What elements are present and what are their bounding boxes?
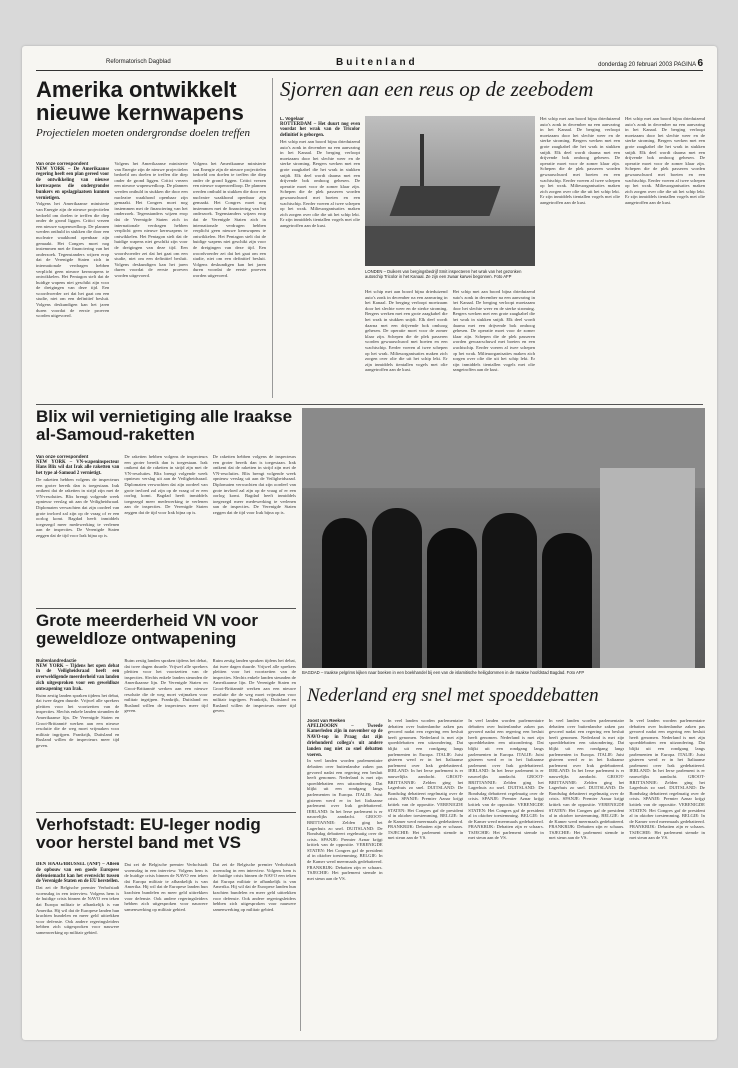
body-text: De raketten hebben volgens de inspecteurs een groter bereik dan is toegestaan. Irak ontkent dat de raketten in strijd zijn met de VN-resoluties. Blix brengt volgende week opnieuw verslag uit aan de Veiligheidsraad. Diplomaten verwachten dat zijn oordeel van grote invloed zal zijn op de vraag of er een oorlog komt. Bagdad heeft inmiddels toegezegd meer medewerking te verlenen aan de inspecties. De Verenigde Staten zeggen dat de tijd voor Irak bijna op is. [36, 476, 120, 538]
article-spoeddebatten [307, 686, 705, 706]
lead-text: NEW YORK – VN-wapeninspecteur Hans Blix wil dat Irak alle raketten van het type al-Samoud 2 vernietigt. [36, 459, 120, 477]
article-kernwapens [36, 78, 266, 140]
article-kernwapens-body [36, 161, 266, 401]
body-text-col2: De raketten hebben volgens de inspecteurs een groter bereik dan is toegestaan. Irak ontkent dat de raketten in strijd zijn met de VN-resoluties. Blix brengt volgende week opnieuw verslag uit aan de Veiligheidsraad. Diplomaten verwachten dat zijn oordeel van grote invloed zal zijn op de vraag of er een oorlog komt. Bagdad heeft inmiddels toegezegd meer medewerking te verlenen aan de inspecties. De Verenigde Staten zeggen dat de tijd voor Irak bijna op is. [124, 454, 208, 515]
body-text-col2: Volgens het Amerikaanse ministerie van Energie zijn de nieuwe projectielen bedoeld om doelen te treffen die diep onder de grond liggen. Critici vrezen een nieuwe wapenwedloop. De plannen werden onthuld in stukken die door een nucleaire waakhond openbaar zijn gemaakt. Het Congres moet nog instemmen met de financiering van het onderzoek. Tegenstanders wijzen erop dat de Verenigde Staten zich in internationale verdragen hebben verplicht geen nieuwe kernwapens te ontwikkelen. Het Pentagon stelt dat de huidige wapens niet geschikt zijn voor de dreigingen van deze tijd. Een woordvoerder zei dat het gaat om een studie, niet om een definitief besluit. Volgens deskundigen kan het jaren duren voordat de eerste proeven worden uitgevoerd. [114, 161, 188, 278]
article-verhofstadt [36, 816, 296, 852]
byline: L. Vogelaar [280, 116, 304, 121]
article-tricolor-col23 [365, 289, 535, 397]
headline: Verhofstadt: EU-leger nodig voor herstel band met VS [36, 815, 261, 852]
lead-text: ROTTERDAM – Het duurt nog even voordat het wrak van de Tricolor definitief is geborgen. [280, 121, 360, 139]
body-text: In veel landen worden parlementaire debatten over buitenlandse zaken pas gevoerd nadat een regering een besluit heeft genomen. Nederland is met zijn spoeddebatten een uitzondering. Dat blijkt uit een rondgang langs parlementen in Europa. ITALIE: Juist gisteren werd er in het Italiaanse parlement over Irak gedebatteerd. IERLAND: In het Ierse parlement is er nauwelijks aandacht. GROOT-BRITTANNIE: Zelden ging het Lagerhuis zo snel. DUITSLAND: De Bondsdag debatteert regelmatig over de crisis. SPANJE: Premier Aznar krijgt kritiek van de oppositie. VERENIGDE STATEN: Het Congres gaf de president al in oktober toestemming. BELGIE: In de Kamer werd meermaals gedebatteerd. FRANKRIJK: Debatten zijn er schaars. TSJECHIE: Het parlement stemde in met steun aan de VS. [307, 758, 383, 881]
body-text-col3: De raketten hebben volgens de inspecteurs een groter bereik dan is toegestaan. Irak ontkent dat de raketten in strijd zijn met de VN-resoluties. Blix brengt volgende week opnieuw verslag uit aan de Veiligheidsraad. Diplomaten verwachten dat zijn oordeel van grote invloed zal zijn op de vraag of er een oorlog komt. Bagdad heeft inmiddels toegezegd meer medewerking te verlenen aan de inspecties. De Verenigde Staten zeggen dat de tijd voor Irak bijna op is. [212, 454, 296, 515]
page-header [36, 56, 703, 71]
body-text-col4: Het schip met aan boord bijna drieduizend auto's zonk in december na een aanvaring in het Kanaal. De berging verloopt moeizaam door het slechte weer en de sterke stroming. Bergers werken met een grote zaagkabel die het wrak in stukken snijdt. Elk deel wordt daarna met een drijvende bok omhoog gehesen. De operatie moet voor de zomer klaar zijn. Schepen die de plek passeren worden gewaarschuwd met boeien en een wachtschip. Eerder voeren al twee schepen op het wrak. Milieuorganisaties maken zich zorgen over olie die uit het schip lekt. Er zijn inmiddels tientallen vogels met olie aangetroffen aan de kust. [540, 116, 620, 205]
newspaper-page [22, 46, 717, 1040]
lead-text: NEW YORK – Tijdens het open debat in de Veiligheidsraad heeft een overweldigende meerderheid van landen zich uitgesproken voor een geweldloze ontwapening van Irak. [36, 663, 120, 692]
photo-caption: LONDEN – Duikers van bergingsbedrijf Smit inspecteren het wrak van het gezonken autoschip Tricolor in het Kanaal. Ze zijn een zwaar karwei begonnen. Foto AFP [365, 269, 522, 279]
headline: Amerika ontwikkelt nieuwe kernwapens [36, 77, 244, 126]
body-text-col3: In veel landen worden parlementaire debatten over buitenlandse zaken pas gevoerd nadat een regering een besluit heeft genomen. Nederland is met zijn spoeddebatten een uitzondering. Dat blijkt uit een rondgang langs parlementen in Europa. ITALIE: Juist gisteren werd er in het Italiaanse parlement over Irak gedebatteerd. IERLAND: In het Ierse parlement is er nauwelijks aandacht. GROOT-BRITTANNIE: Zelden ging het Lagerhuis zo snel. DUITSLAND: De Bondsdag debatteert regelmatig over de crisis. SPANJE: Premier Aznar krijgt kritiek van de oppositie. VERENIGDE STATEN: Het Congres gaf de president al in oktober toestemming. BELGIE: In de Kamer werd meermaals gedebatteerd. FRANKRIJK: Debatten zijn er schaars. TSJECHIE: Het parlement stemde in met steun aan de VS. [468, 718, 544, 841]
article-blix-body [36, 454, 296, 604]
page-number: 6 [697, 58, 703, 69]
byline: Van onze correspondent [36, 454, 89, 459]
article-blix [36, 408, 296, 444]
body-text-col2: In veel landen worden parlementaire debatten over buitenlandse zaken pas gevoerd nadat een regering een besluit heeft genomen. Nederland is met zijn spoeddebatten een uitzondering. Dat blijkt uit een rondgang langs parlementen in Europa. ITALIE: Juist gisteren werd er in het Italiaanse parlement over Irak gedebatteerd. IERLAND: In het Ierse parlement is er nauwelijks aandacht. GROOT-BRITTANNIE: Zelden ging het Lagerhuis zo snel. DUITSLAND: De Bondsdag debatteert regelmatig over de crisis. SPANJE: Premier Aznar krijgt kritiek van de oppositie. VERENIGDE STATEN: Het Congres gaf de president al in oktober toestemming. BELGIE: In de Kamer werd meermaals gedebatteerd. FRANKRIJK: Debatten zijn er schaars. TSJECHIE: Het parlement stemde in met steun aan de VS. [387, 718, 464, 841]
lead-text: DEN HAAG/BRUSSEL (ANP) – Alleen de opbouw van een goede Europese defensiemacht kan het evenwicht tussen de Verenigde Staten en de EU herstellen. [36, 862, 120, 885]
body-text-col2: Dat zei de Belgische premier Verhofstadt woensdag in een interview. Volgens hem is de huidige crisis binnen de NAVO een teken dat Europa militair te afhankelijk is van Amerika. Hij wil dat de Europese landen hun krachten bundelen en meer geld uittrekken voor defensie. Ook andere regeringsleiders hebben zich uitgesproken voor nauwere samenwerking op militair gebied. [124, 862, 208, 912]
body-text: Het schip met aan boord bijna drieduizend auto's zonk in december na een aanvaring in het Kanaal. De berging verloopt moeizaam door het slechte weer en de sterke stroming. Bergers werken met een grote zaagkabel die het wrak in stukken snijdt. Elk deel wordt daarna met een drijvende bok omhoog gehesen. De operatie moet voor de zomer klaar zijn. Schepen die de plek passeren worden gewaarschuwd met boeien en een wachtschip. Eerder voeren al twee schepen op het wrak. Milieuorganisaties maken zich zorgen over olie die uit het schip lekt. Er zijn inmiddels tientallen vogels met olie aangetroffen aan de kust. [280, 138, 360, 228]
headline: Blix wil vernietiging alle Iraakse al-Samoud-raketten [36, 407, 293, 444]
body-text-col3: Dat zei de Belgische premier Verhofstadt woensdag in een interview. Volgens hem is de huidige crisis binnen de NAVO een teken dat Europa militair te afhankelijk is van Amerika. Hij wil dat de Europese landen hun krachten bundelen en meer geld uittrekken voor defensie. Ook andere regeringsleiders hebben zich uitgesproken voor nauwere samenwerking op militair gebied. [212, 862, 296, 912]
subheadline: Projectielen moeten ondergrondse doelen treffen [36, 127, 251, 140]
photo-tricolor-wreck [365, 116, 535, 266]
article-tricolor-col1 [280, 116, 360, 396]
article-spoeddebatten-body [307, 718, 705, 1030]
byline: Van onze correspondent [36, 161, 89, 166]
body-text-col2: Ruim zestig landen spraken tijdens het debat, dat twee dagen duurde. Vrijwel alle sprekers pleitten voor het voortzetten van de inspecties. Slechts enkele landen steunden de Amerikaanse lijn. De Verenigde Staten en Groot-Brittannië werken aan een nieuwe resolutie die de weg moet vrijmaken voor militair ingrijpen. Frankrijk, Duitsland en Rusland willen de inspecteurs meer tijd geven. [124, 658, 208, 714]
photo-bagdad-bookshop [302, 408, 705, 668]
byline: Joost van Reeken [307, 718, 346, 723]
body-text-col5: Het schip met aan boord bijna drieduizend auto's zonk in december na een aanvaring in het Kanaal. De berging verloopt moeizaam door het slechte weer en de sterke stroming. Bergers werken met een grote zaagkabel die het wrak in stukken snijdt. Elk deel wordt daarna met een drijvende bok omhoog gehesen. De operatie moet voor de zomer klaar zijn. Schepen die de plek passeren worden gewaarschuwd met boeien en een wachtschip. Eerder voeren al twee schepen op het wrak. Milieuorganisaties maken zich zorgen over olie die uit het schip lekt. Er zijn inmiddels tientallen vogels met olie aangetroffen aan de kust. [625, 116, 705, 205]
photo-caption: BAGDAD – Iraakse pelgrims kijken naar boeken in een boekhandel bij een van de islamitische heiligdommen in de Iraakse hoofdstad Bagdad. Foto AFP [302, 670, 585, 675]
body-text-col4: In veel landen worden parlementaire debatten over buitenlandse zaken pas gevoerd nadat een regering een besluit heeft genomen. Nederland is met zijn spoeddebatten een uitzondering. Dat blijkt uit een rondgang langs parlementen in Europa. ITALIE: Juist gisteren werd er in het Italiaanse parlement over Irak gedebatteerd. IERLAND: In het Ierse parlement is er nauwelijks aandacht. GROOT-BRITTANNIE: Zelden ging het Lagerhuis zo snel. DUITSLAND: De Bondsdag debatteert regelmatig over de crisis. SPANJE: Premier Aznar krijgt kritiek van de oppositie. VERENIGDE STATEN: Het Congres gaf de president al in oktober toestemming. BELGIE: In de Kamer werd meermaals gedebatteerd. FRANKRIJK: Debatten zijn er schaars. TSJECHIE: Het parlement stemde in met steun aan de VS. [548, 718, 625, 841]
headline: Sjorren aan een reus op de zeebodem [280, 77, 594, 101]
headline: Nederland erg snel met spoeddebatten [307, 685, 599, 706]
article-vn-body [36, 658, 296, 808]
body-text-col5: In veel landen worden parlementaire debatten over buitenlandse zaken pas gevoerd nadat een regering een besluit heeft genomen. Nederland is met zijn spoeddebatten een uitzondering. Dat blijkt uit een rondgang langs parlementen in Europa. ITALIE: Juist gisteren werd er in het Italiaanse parlement over Irak gedebatteerd. IERLAND: In het Ierse parlement is er nauwelijks aandacht. GROOT-BRITTANNIE: Zelden ging het Lagerhuis zo snel. DUITSLAND: De Bondsdag debatteert regelmatig over de crisis. SPANJE: Premier Aznar krijgt kritiek van de oppositie. VERENIGDE STATEN: Het Congres gaf de president al in oktober toestemming. BELGIE: In de Kamer werd meermaals gedebatteerd. FRANKRIJK: Debatten zijn er schaars. TSJECHIE: Het parlement stemde in met steun aan de VS. [629, 718, 705, 841]
body-text: Ruim zestig landen spraken tijdens het debat, dat twee dagen duurde. Vrijwel alle sprekers pleitten voor het voortzetten van de inspecties. Slechts enkele landen steunden de Amerikaanse lijn. De Verenigde Staten en Groot-Brittannië werken aan een nieuwe resolutie die de weg moet vrijmaken voor militair ingrijpen. Frankrijk, Duitsland en Rusland willen de inspecteurs meer tijd geven. [36, 692, 120, 748]
lead-text: APELDOORN – Tweede Kamerleden zijn in november op de NAVO-top in Praag dat zijn driehonderd collega's uit andere landen nog niet zo snel debatten voeren. [307, 723, 383, 758]
lead-text: NEW YORK – De Amerikaanse regering heeft een plan gereed voor de ontwikkeling van nieuwe kernwapens die ondergrondse bunkers en opslagplaatsen kunnen vernietigen. [36, 166, 110, 201]
body-text-col3: Volgens het Amerikaanse ministerie van Energie zijn de nieuwe projectielen bedoeld om doelen te treffen die diep onder de grond liggen. Critici vrezen een nieuwe wapenwedloop. De plannen werden onthuld in stukken die door een nucleaire waakhond openbaar zijn gemaakt. Het Congres moet nog instemmen met de financiering van het onderzoek. Tegenstanders wijzen erop dat de Verenigde Staten zich in internationale verdragen hebben verplicht geen nieuwe kernwapens te ontwikkelen. Het Pentagon stelt dat de huidige wapens niet geschikt zijn voor de dreigingen van deze tijd. Een woordvoerder zei dat het gaat om een studie, niet om een definitief besluit. Volgens deskundigen kan het jaren duren voordat de eerste proeven worden uitgevoerd. [192, 161, 266, 278]
body-text-col2: Het schip met aan boord bijna drieduizend auto's zonk in december na een aanvaring in het Kanaal. De berging verloopt moeizaam door het slechte weer en de sterke stroming. Bergers werken met een grote zaagkabel die het wrak in stukken snijdt. Elk deel wordt daarna met een drijvende bok omhoog gehesen. De operatie moet voor de zomer klaar zijn. Schepen die de plek passeren worden gewaarschuwd met boeien en een wachtschip. Eerder voeren al twee schepen op het wrak. Milieuorganisaties maken zich zorgen over olie die uit het schip lekt. Er zijn inmiddels tientallen vogels met olie aangetroffen aan de kust. [365, 289, 448, 373]
article-verhofstadt-body [36, 862, 296, 1030]
article-tricolor-col45 [540, 116, 705, 398]
body-text: Volgens het Amerikaanse ministerie van Energie zijn de nieuwe projectielen bedoeld om doelen te treffen die diep onder de grond liggen. Critici vrezen een nieuwe wapenwedloop. De plannen werden onthuld in stukken die door een nucleaire waakhond openbaar zijn gemaakt. Het Congres moet nog instemmen met de financiering van het onderzoek. Tegenstanders wijzen erop dat de Verenigde Staten zich in internationale verdragen hebben verplicht geen nieuwe kernwapens te ontwikkelen. Het Pentagon stelt dat de huidige wapens niet geschikt zijn voor de dreigingen van deze tijd. Een woordvoerder zei dat het gaat om een studie, niet om een definitief besluit. Volgens deskundigen kan het jaren duren voordat de eerste proeven worden uitgevoerd. [36, 201, 110, 319]
headline: Grote meerderheid VN voor geweldloze ontwapening [36, 611, 259, 648]
byline: Buitenlandredactie [36, 658, 77, 663]
paper-name: Reformatorisch Dagblad [106, 59, 171, 65]
section-name: Buitenland [336, 57, 418, 68]
page-date: donderdag 20 februari 2003 PAGINA 6 [598, 58, 703, 69]
body-text: Dat zei de Belgische premier Verhofstadt woensdag in een interview. Volgens hem is de huidige crisis binnen de NAVO een teken dat Europa militair te afhankelijk is van Amerika. Hij wil dat de Europese landen hun krachten bundelen en meer geld uittrekken voor defensie. Ook andere regeringsleiders hebben zich uitgesproken voor nauwere samenwerking op militair gebied. [36, 885, 120, 935]
article-tricolor [280, 78, 705, 100]
article-vn [36, 612, 296, 648]
body-text-col3: Het schip met aan boord bijna drieduizend auto's zonk in december na een aanvaring in het Kanaal. De berging verloopt moeizaam door het slechte weer en de sterke stroming. Bergers werken met een grote zaagkabel die het wrak in stukken snijdt. Elk deel wordt daarna met een drijvende bok omhoog gehesen. De operatie moet voor de zomer klaar zijn. Schepen die de plek passeren worden gewaarschuwd met boeien en een wachtschip. Eerder voeren al twee schepen op het wrak. Milieuorganisaties maken zich zorgen over olie die uit het schip lekt. Er zijn inmiddels tientallen vogels met olie aangetroffen aan de kust. [452, 289, 535, 373]
body-text-col3: Ruim zestig landen spraken tijdens het debat, dat twee dagen duurde. Vrijwel alle sprekers pleitten voor het voortzetten van de inspecties. Slechts enkele landen steunden de Amerikaanse lijn. De Verenigde Staten en Groot-Brittannië werken aan een nieuwe resolutie die de weg moet vrijmaken voor militair ingrijpen. Frankrijk, Duitsland en Rusland willen de inspecteurs meer tijd geven. [212, 658, 296, 714]
